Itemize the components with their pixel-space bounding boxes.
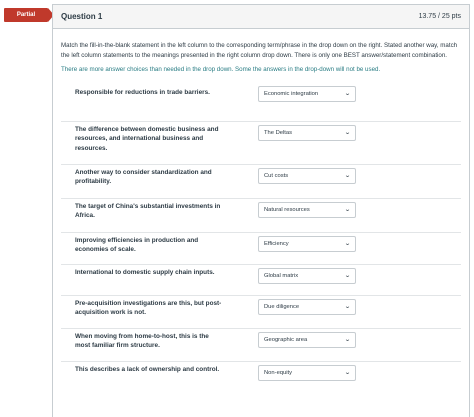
answer-dropdown[interactable] bbox=[258, 125, 356, 141]
matching-row bbox=[61, 85, 461, 121]
question-card bbox=[52, 4, 470, 417]
matching-row bbox=[61, 164, 461, 198]
matching-row bbox=[61, 295, 461, 328]
question-body bbox=[53, 29, 469, 391]
answer-dropdown-value: Economic integration bbox=[264, 90, 319, 97]
chevron-down-icon: ⌄ bbox=[344, 370, 351, 376]
matching-prompt: Another way to consider standardization and profitability. bbox=[75, 168, 212, 185]
chevron-down-icon: ⌄ bbox=[344, 304, 351, 310]
matching-prompt: Responsible for reductions in trade barriers. bbox=[75, 88, 210, 96]
matching-prompt: The difference between domestic business and resources, and international business and resources. bbox=[75, 125, 219, 152]
matching-prompt: Pre-acquisition investigations are this, but post-acquisition work is not. bbox=[75, 299, 222, 316]
answer-dropdown-value: Non-equity bbox=[264, 369, 293, 376]
matching-row bbox=[61, 198, 461, 232]
answer-dropdown-value: Due diligence bbox=[264, 303, 300, 310]
question-instructions: Match the fill-in-the-blank statement in the left column to the corresponding term/phrase in the drop down on the right. Stated another way, match the left column statements to the meanings presented in the right column drop down. There is only one BEST answer/statement combination. bbox=[61, 42, 458, 59]
partial-badge: Partial bbox=[4, 8, 48, 22]
matching-row bbox=[61, 328, 461, 361]
matching-row bbox=[61, 264, 461, 295]
answer-dropdown-value: Cut costs bbox=[264, 172, 289, 179]
answer-dropdown-value: Global matrix bbox=[264, 272, 299, 279]
answer-dropdown-value: The Deltas bbox=[264, 129, 293, 136]
answer-dropdown[interactable] bbox=[258, 268, 356, 284]
chevron-down-icon: ⌄ bbox=[344, 130, 351, 136]
question-points: 13.75 / 25 pts bbox=[418, 13, 461, 20]
matching-prompt: Improving efficiencies in production and economies of scale. bbox=[75, 236, 199, 253]
answer-dropdown[interactable] bbox=[258, 332, 356, 348]
matching-prompt: This describes a lack of ownership and control. bbox=[75, 365, 220, 373]
question-title: Question 1 bbox=[61, 12, 103, 21]
chevron-down-icon: ⌄ bbox=[344, 337, 351, 343]
chevron-down-icon: ⌄ bbox=[344, 241, 351, 247]
matching-rows bbox=[61, 85, 461, 391]
matching-row bbox=[61, 232, 461, 264]
matching-row bbox=[61, 361, 461, 391]
answer-dropdown[interactable] bbox=[258, 236, 356, 252]
answer-dropdown[interactable] bbox=[258, 86, 356, 102]
matching-prompt: The target of China's substantial investments in Africa. bbox=[75, 202, 221, 219]
chevron-down-icon: ⌄ bbox=[344, 91, 351, 97]
answer-dropdown[interactable] bbox=[258, 202, 356, 218]
matching-row bbox=[61, 121, 461, 164]
answer-dropdown[interactable] bbox=[258, 365, 356, 381]
matching-prompt: International to domestic supply chain inputs. bbox=[75, 268, 215, 276]
question-note: There are more answer choices than needed in the drop down. Some the answers in the drop-down will not be used. bbox=[61, 66, 381, 73]
question-header bbox=[53, 5, 469, 29]
matching-prompt: When moving from home-to-host, this is the most familiar firm structure. bbox=[75, 332, 209, 349]
answer-dropdown[interactable] bbox=[258, 299, 356, 315]
answer-dropdown[interactable] bbox=[258, 168, 356, 184]
chevron-down-icon: ⌄ bbox=[344, 173, 351, 179]
answer-dropdown-value: Geographic area bbox=[264, 336, 308, 343]
answer-dropdown-value: Efficiency bbox=[264, 240, 289, 247]
chevron-down-icon: ⌄ bbox=[344, 207, 351, 213]
answer-dropdown-value: Natural resources bbox=[264, 206, 310, 213]
chevron-down-icon: ⌄ bbox=[344, 273, 351, 279]
